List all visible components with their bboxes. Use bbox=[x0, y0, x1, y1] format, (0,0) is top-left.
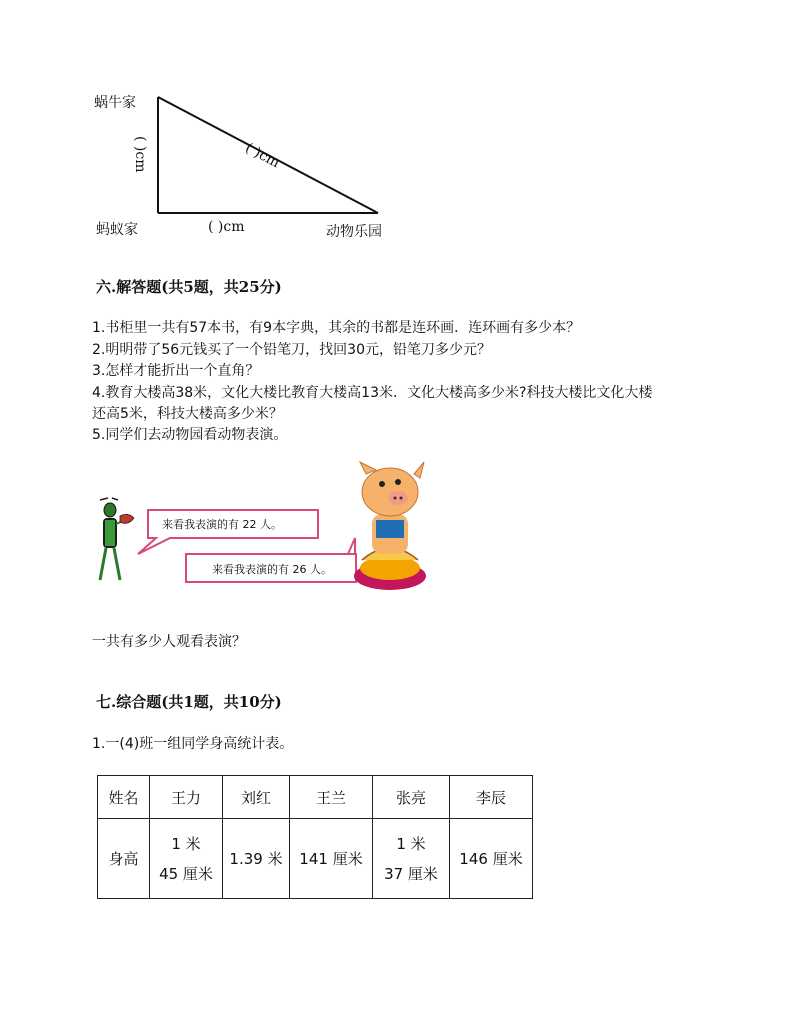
vertical-length-blank: ( )cm bbox=[132, 136, 148, 173]
grasshopper-icon bbox=[100, 498, 134, 580]
bubble-2-text: 来看我表演的有 26 人。 bbox=[212, 563, 332, 576]
performance-illustration bbox=[90, 458, 440, 598]
cell-liuhong: 1.39 米 bbox=[223, 819, 290, 899]
zoo-label: 动物乐园 bbox=[326, 224, 382, 240]
height-table bbox=[97, 775, 533, 899]
header-cell-liuhong: 刘红 bbox=[223, 776, 290, 819]
question-4-line1: 4.教育大楼高38米，文化大楼比教育大楼高13米．文化大楼高多少米?科技大楼比文化大楼 bbox=[92, 385, 653, 401]
cell-wangli bbox=[150, 819, 223, 899]
header-cell-zhangliang: 张亮 bbox=[373, 776, 450, 819]
question-3: 3.怎样才能折出一个直角？ bbox=[92, 363, 260, 379]
question-1: 1.书柜里一共有57本书，有9本字典，其余的书都是连环画．连环画有多少本？ bbox=[92, 320, 581, 336]
base-length-blank: ( )cm bbox=[208, 219, 245, 235]
hypotenuse-length-blank: ( )cm bbox=[242, 140, 283, 172]
section6-title: 六.解答题(共5题，共25分) bbox=[96, 278, 282, 296]
header-cell-lichen: 李辰 bbox=[450, 776, 533, 819]
cell-wangli-line2: 45 厘米 bbox=[159, 864, 213, 883]
total-audience-question: 一共有多少人观看表演？ bbox=[92, 634, 246, 650]
section7-intro: 1.一(4)班一组同学身高统计表。 bbox=[92, 736, 294, 752]
cell-wanglan: 141 厘米 bbox=[290, 819, 373, 899]
row-label-height: 身高 bbox=[98, 819, 150, 899]
question-4-line2: 还高5米，科技大楼高多少米？ bbox=[92, 406, 283, 422]
pig-icon bbox=[354, 462, 426, 590]
snail-home-label: 蜗牛家 bbox=[94, 95, 136, 111]
ant-home-label: 蚂蚁家 bbox=[96, 222, 138, 238]
section7-title: 七.综合题(共1题，共10分) bbox=[96, 693, 282, 711]
bubble-1-text: 来看我表演的有 22 人。 bbox=[162, 518, 282, 531]
speech-bubble-1 bbox=[138, 510, 318, 554]
header-cell-wangli: 王力 bbox=[150, 776, 223, 819]
cell-zhangliang-line2: 37 厘米 bbox=[384, 864, 438, 883]
header-cell-name: 姓名 bbox=[98, 776, 150, 819]
table-row-height bbox=[98, 819, 533, 899]
cell-zhangliang-line1: 1 米 bbox=[396, 834, 426, 853]
question-2: 2.明明带了56元钱买了一个铅笔刀，找回30元，铅笔刀多少元？ bbox=[92, 342, 491, 358]
cell-wangli-line1: 1 米 bbox=[171, 834, 201, 853]
question-5: 5.同学们去动物园看动物表演。 bbox=[92, 427, 288, 443]
cell-zhangliang bbox=[373, 819, 450, 899]
table-header-row bbox=[98, 776, 533, 819]
cell-lichen: 146 厘米 bbox=[450, 819, 533, 899]
header-cell-wanglan: 王兰 bbox=[290, 776, 373, 819]
speech-bubble-2 bbox=[186, 538, 356, 582]
